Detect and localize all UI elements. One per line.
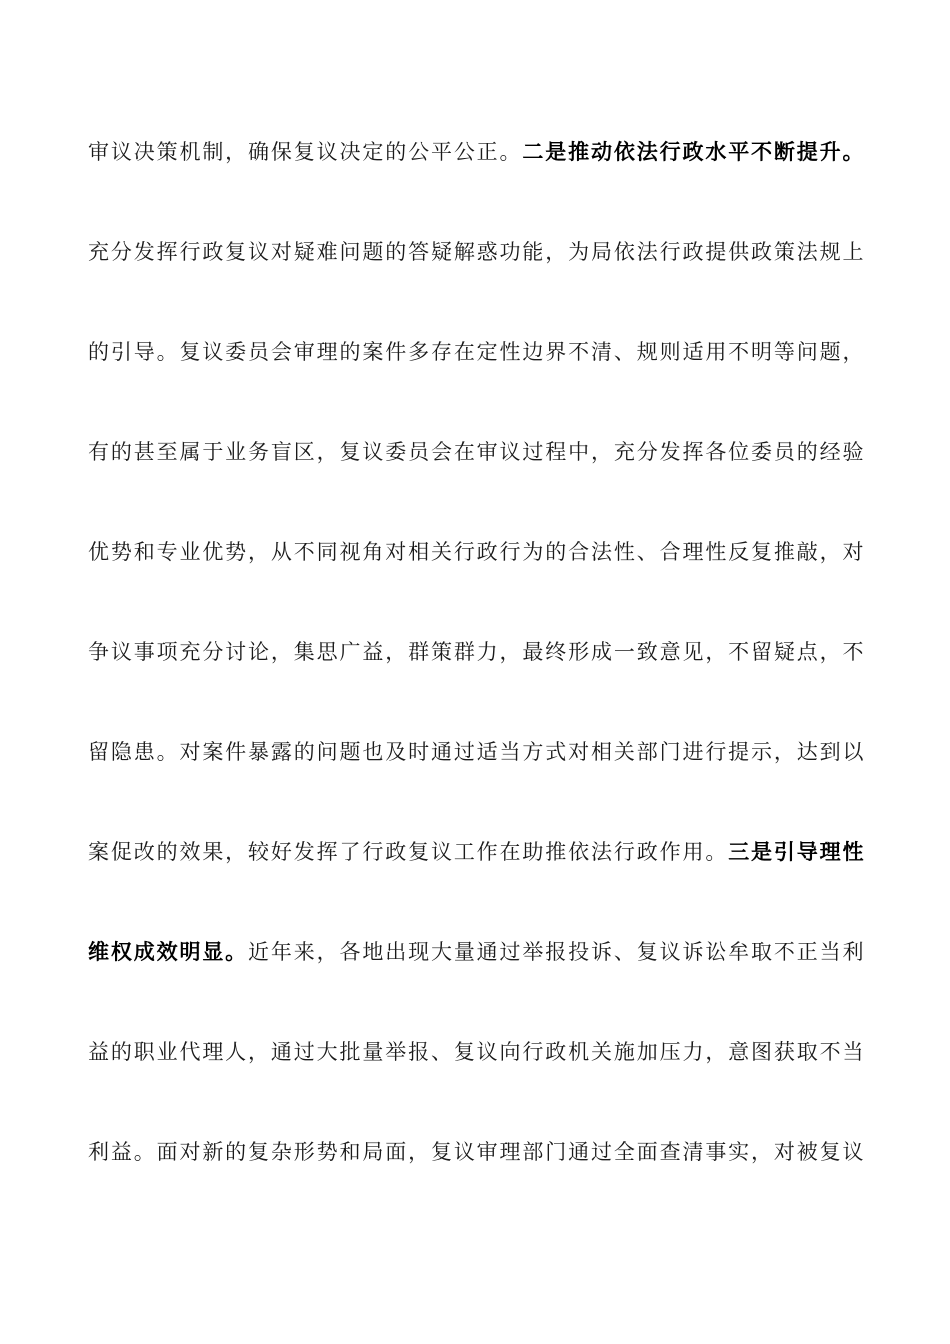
text-line-7 bbox=[88, 738, 864, 766]
text-run: 有的甚至属于业务盲区，复议委员会在审议过程中，充分发挥各位委员的经验 bbox=[88, 440, 864, 464]
text-run: 的引导。复议委员会审理的案件多存在定性边界不清、规则适用不明等问题， bbox=[88, 340, 864, 364]
text-run: 利益。面对新的复杂形势和局面，复议审理部门通过全面查清事实，对被复议 bbox=[88, 1140, 864, 1164]
text-run: 审议决策机制，确保复议决定的公平公正。 bbox=[88, 140, 523, 164]
text-run: 充分发挥行政复议对疑难问题的答疑解惑功能，为局依法行政提供政策法规上 bbox=[88, 240, 864, 264]
text-line-6 bbox=[88, 638, 864, 666]
text-line-11 bbox=[88, 1138, 864, 1166]
text-line-1 bbox=[88, 138, 864, 166]
bold-heading-run: 维权成效明显。 bbox=[88, 940, 249, 964]
bold-heading-run: 二是推动依法行政水平不断提升。 bbox=[522, 140, 865, 164]
text-line-8 bbox=[88, 838, 864, 866]
text-run: 案促改的效果，较好发挥了行政复议工作在助推依法行政作用。 bbox=[88, 840, 729, 864]
text-run: 留隐患。对案件暴露的问题也及时通过适当方式对相关部门进行提示，达到以 bbox=[88, 740, 864, 764]
text-run: 近年来，各地出现大量通过举报投诉、复议诉讼牟取不正当利 bbox=[248, 940, 864, 964]
text-line-3 bbox=[88, 338, 864, 366]
text-run: 优势和专业优势，从不同视角对相关行政行为的合法性、合理性反复推敲，对 bbox=[88, 540, 864, 564]
text-line-10 bbox=[88, 1038, 864, 1066]
bold-heading-run: 三是引导理性 bbox=[728, 840, 865, 864]
text-line-4 bbox=[88, 438, 864, 466]
text-line-9 bbox=[88, 938, 864, 966]
text-run: 益的职业代理人，通过大批量举报、复议向行政机关施加压力，意图获取不当 bbox=[88, 1040, 864, 1064]
text-line-2 bbox=[88, 238, 864, 266]
text-line-5 bbox=[88, 538, 864, 566]
text-run: 争议事项充分讨论，集思广益，群策群力，最终形成一致意见，不留疑点，不 bbox=[88, 640, 864, 664]
